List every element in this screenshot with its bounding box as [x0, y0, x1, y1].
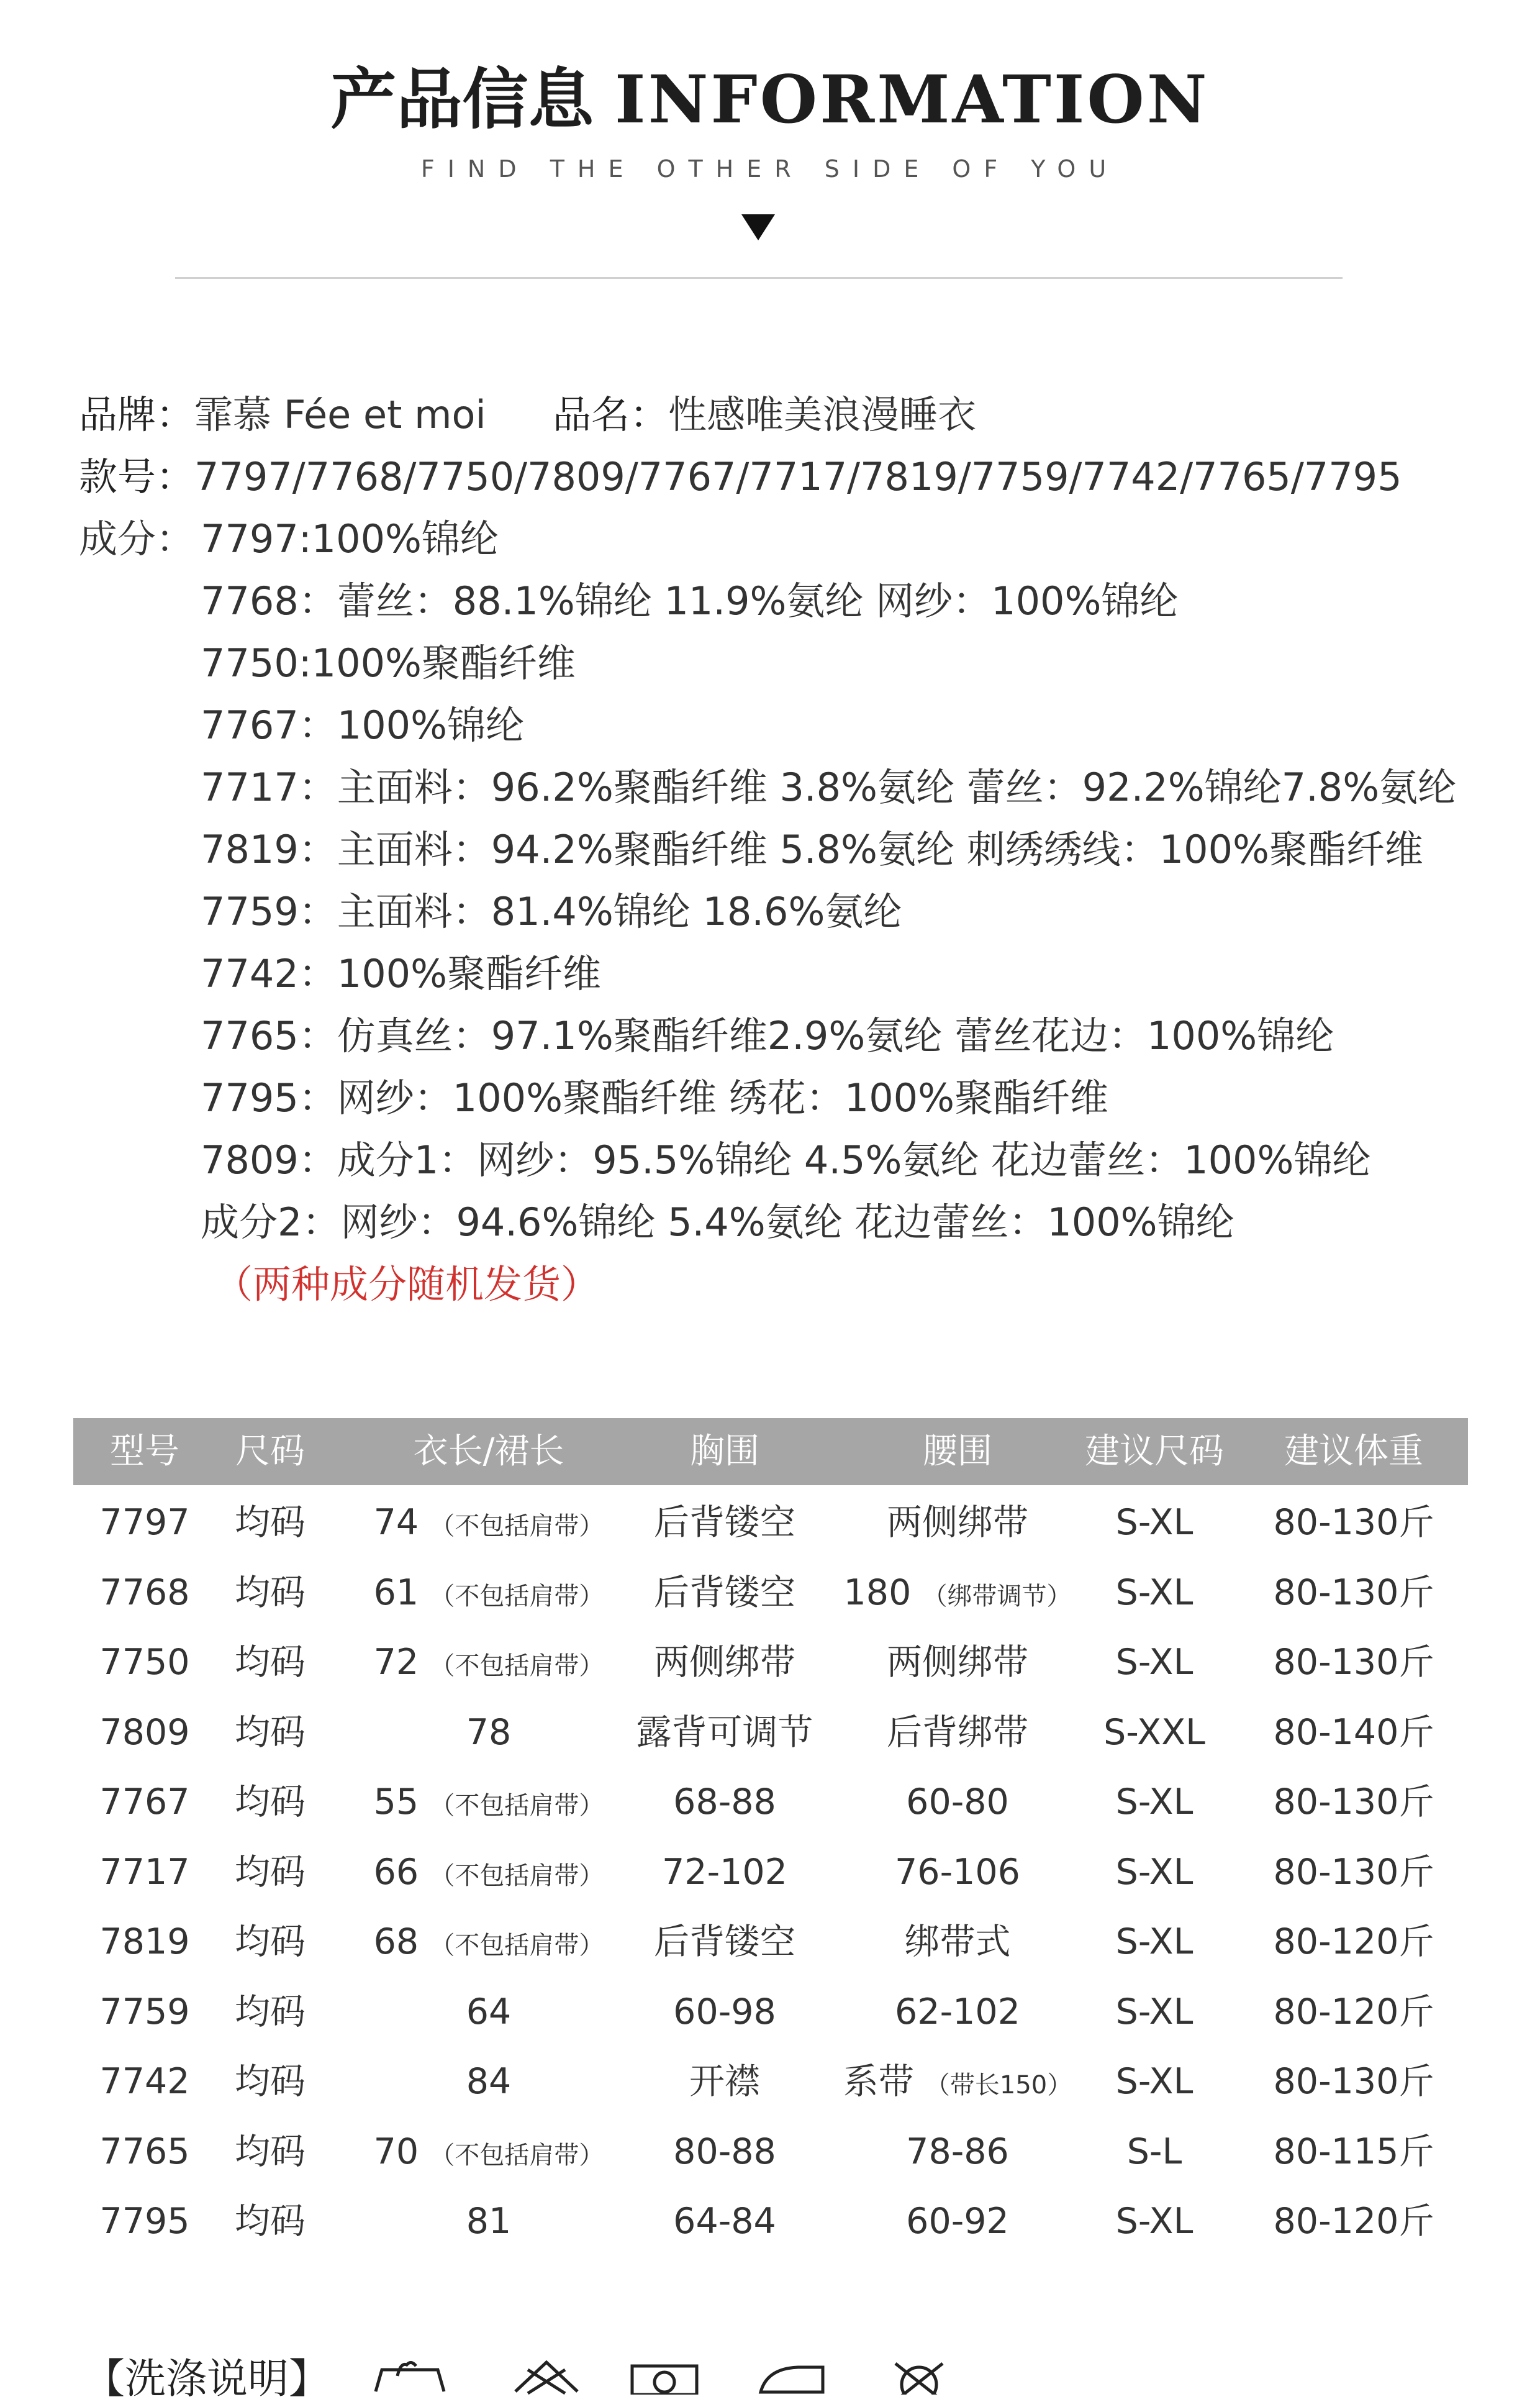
cell-recommended-size: [1127, 2117, 1182, 2186]
page-title: [0, 59, 1540, 140]
cell-recommended-weight-value: 80-120斤: [1273, 1991, 1434, 2032]
cell-waist: [895, 1837, 1020, 1907]
table-row: [73, 2186, 1468, 2256]
cell-recommended-weight-value: 80-115斤: [1273, 2131, 1434, 2172]
cell-model-value: 7750: [99, 1642, 190, 1683]
cell-recommended-size: [1116, 1907, 1194, 1977]
cell-waist: [906, 2186, 1009, 2256]
cell-recommended-weight-value: 80-130斤: [1273, 1781, 1434, 1822]
cell-recommended-size-value: S-XL: [1115, 1642, 1194, 1683]
cell-size-value: 均码: [235, 1781, 306, 1822]
cell-model-value: 7768: [99, 1572, 190, 1613]
cell-recommended-weight-value: 80-130斤: [1273, 2061, 1434, 2102]
cell-recommended-weight: [1274, 2047, 1434, 2116]
cell-model: [99, 1627, 189, 1697]
cell-model: [99, 1977, 189, 2047]
cell-recommended-size-value: S-XL: [1115, 2061, 1194, 2102]
cell-bust-value: 后背镂空: [654, 1572, 795, 1613]
style-number-label: 款号：: [79, 454, 195, 499]
triangle-down-icon: [741, 214, 775, 240]
cell-size: [235, 1907, 306, 1977]
brand-label: 品牌：: [79, 392, 195, 437]
cell-bust-value: 64-84: [673, 2201, 776, 2242]
cell-length-value: 78: [466, 1711, 512, 1753]
cell-model-value: 7809: [99, 1711, 190, 1753]
cell-recommended-size-value: S-XL: [1115, 1991, 1194, 2032]
cell-waist: [844, 1558, 1072, 1627]
cell-model: [99, 2186, 189, 2256]
cell-length-note: （不包括肩带）: [430, 1512, 604, 1540]
cell-model-value: 7765: [99, 2131, 190, 2172]
composition-line: 7759：主面料：81.4%锦纶 18.6%氨纶: [201, 889, 902, 934]
cell-bust: [654, 1907, 795, 1977]
cell-waist: [887, 1627, 1028, 1697]
composition-line: 7768：蕾丝：88.1%锦纶 11.9%氨纶 网纱：100%锦纶: [201, 578, 1179, 624]
cell-length: [374, 1488, 604, 1557]
cell-bust-value: 80-88: [673, 2131, 776, 2172]
cell-recommended-size: [1116, 1488, 1194, 1557]
size-table-header: [73, 1418, 1468, 1485]
brand-row: [79, 384, 976, 446]
cell-bust: [689, 2047, 760, 2116]
cell-length: [374, 1627, 604, 1697]
cell-length: [374, 1907, 604, 1977]
cell-size-value: 均码: [235, 2061, 306, 2102]
cell-waist-note: （带长150）: [925, 2071, 1072, 2100]
cell-model: [99, 2047, 189, 2116]
cell-recommended-weight: [1274, 1627, 1434, 1697]
title-chinese: 产品信息: [330, 61, 594, 138]
cell-recommended-weight-value: 80-120斤: [1273, 1921, 1434, 1962]
cell-length: [466, 2186, 512, 2256]
cell-waist: [905, 1907, 1011, 1977]
cell-length-note: （不包括肩带）: [430, 2141, 604, 2170]
cell-size-value: 均码: [235, 1711, 306, 1753]
cell-size: [235, 1558, 306, 1627]
cell-length-note: （不包括肩带）: [430, 1652, 604, 1680]
cell-bust-value: 露背可调节: [636, 1711, 813, 1753]
cell-recommended-weight-value: 80-120斤: [1273, 2201, 1434, 2242]
composition-line: 7767：100%锦纶: [201, 703, 525, 748]
cell-waist-value: 两侧绑带: [887, 1642, 1028, 1683]
cell-recommended-size-value: S-XL: [1115, 1781, 1194, 1822]
cell-recommended-size: [1116, 1627, 1194, 1697]
cell-waist-value: 系带: [843, 2061, 914, 2102]
composition-line: 7765：仿真丝：97.1%聚酯纤维2.9%氨纶 蕾丝花边：100%锦纶: [201, 1013, 1334, 1058]
cell-waist: [843, 2047, 1072, 2116]
cell-bust: [636, 1698, 813, 1767]
cell-size: [235, 1627, 306, 1697]
composition-line: 7809：成分1：网纱：95.5%锦纶 4.5%氨纶 花边蕾丝：100%锦纶: [201, 1137, 1371, 1183]
iron-icon: [754, 2357, 829, 2395]
hand-wash-icon: [373, 2357, 447, 2395]
cell-waist: [887, 1698, 1028, 1767]
cell-size-value: 均码: [235, 1502, 306, 1543]
cell-model: [99, 1558, 189, 1627]
cell-size: [235, 1837, 306, 1907]
cell-length: [374, 2117, 604, 2186]
style-number-value: 7797/7768/7750/7809/7767/7717/7819/7759/7742/7765/7795: [194, 454, 1402, 499]
tumble-dry-icon: [627, 2357, 702, 2395]
cell-recommended-weight: [1274, 1558, 1434, 1627]
cell-size: [235, 1767, 306, 1837]
cell-bust: [654, 1488, 795, 1557]
cell-recommended-size-value: S-XL: [1115, 1921, 1194, 1962]
cell-recommended-weight: [1274, 1698, 1434, 1767]
cell-model-value: 7819: [99, 1921, 190, 1962]
table-row: [73, 1627, 1468, 1697]
cell-recommended-weight: [1274, 2117, 1434, 2186]
composition-line: 成分2：网纱：94.6%锦纶 5.4%氨纶 花边蕾丝：100%锦纶: [201, 1199, 1234, 1245]
cell-size-value: 均码: [235, 1921, 306, 1962]
cell-recommended-weight: [1274, 1907, 1434, 1977]
composition-line: 7742：100%聚酯纤维: [201, 951, 602, 996]
cell-waist: [906, 2117, 1009, 2186]
cell-model-value: 7797: [99, 1502, 190, 1543]
cell-recommended-size: [1116, 1767, 1194, 1837]
cell-waist-value: 78-86: [906, 2131, 1009, 2172]
table-row: [73, 1488, 1468, 1557]
cell-recommended-size: [1116, 1977, 1194, 2047]
cell-model: [99, 1698, 189, 1767]
cell-recommended-size: [1116, 2186, 1194, 2256]
cell-waist-value: 76-106: [895, 1851, 1020, 1893]
cell-size: [235, 2186, 306, 2256]
cell-model: [99, 1837, 189, 1907]
cell-length-note: （不包括肩带）: [430, 1861, 604, 1890]
cell-size: [235, 2047, 306, 2116]
cell-model-value: 7742: [99, 2061, 190, 2102]
cell-bust: [654, 1558, 795, 1627]
cell-waist-value: 62-102: [895, 1991, 1020, 2032]
cell-waist: [895, 1977, 1020, 2047]
no-bleach-icon: [509, 2357, 584, 2395]
cell-recommended-weight: [1274, 1488, 1434, 1557]
composition-line: 7717：主面料：96.2%聚酯纤维 3.8%氨纶 蕾丝：92.2%锦纶7.8%氨纶: [201, 765, 1457, 810]
cell-model-value: 7795: [99, 2201, 190, 2242]
table-row: [73, 2117, 1468, 2186]
composition-label: 成分：: [79, 516, 195, 562]
cell-length-value: 64: [466, 1991, 512, 2032]
cell-length-value: 61: [373, 1572, 419, 1613]
title-english: INFORMATION: [615, 60, 1210, 138]
cell-waist: [906, 1767, 1009, 1837]
cell-recommended-weight: [1274, 2186, 1434, 2256]
column-header: 型号: [110, 1431, 179, 1472]
care-instructions-title: 【洗涤说明】: [84, 2355, 330, 2403]
cell-length-note: （不包括肩带）: [430, 1791, 604, 1820]
cell-length-value: 81: [466, 2201, 512, 2242]
cell-recommended-size-value: S-XL: [1115, 1572, 1194, 1613]
cell-waist-value: 绑带式: [904, 1921, 1011, 1962]
cell-recommended-size: [1103, 1698, 1205, 1767]
cell-recommended-size-value: S-XXL: [1103, 1711, 1205, 1753]
table-row: [73, 1837, 1468, 1907]
cell-bust-value: 后背镂空: [654, 1921, 795, 1962]
cell-waist-value: 两侧绑带: [887, 1502, 1028, 1543]
cell-recommended-weight: [1274, 1837, 1434, 1907]
cell-waist: [887, 1488, 1028, 1557]
cell-bust-value: 60-98: [673, 1991, 776, 2032]
column-header: 尺码: [235, 1431, 305, 1472]
cell-waist-value: 180: [843, 1572, 912, 1613]
cell-recommended-weight-value: 80-130斤: [1273, 1642, 1434, 1683]
cell-recommended-size-value: S-L: [1126, 2131, 1182, 2172]
table-row: [73, 2047, 1468, 2116]
cell-size-value: 均码: [235, 1851, 306, 1893]
cell-size-value: 均码: [235, 1642, 306, 1683]
column-header: 衣长/裙长: [413, 1431, 564, 1472]
cell-length-value: 55: [373, 1781, 419, 1822]
cell-recommended-weight-value: 80-140斤: [1273, 1711, 1434, 1753]
cell-bust: [673, 1767, 776, 1837]
cell-model: [99, 2117, 189, 2186]
composition-line: 7819：主面料：94.2%聚酯纤维 5.8%氨纶 刺绣绣线：100%聚酯纤维: [201, 827, 1423, 872]
cell-model-value: 7759: [99, 1991, 190, 2032]
cell-size-value: 均码: [235, 2131, 306, 2172]
cell-length-value: 74: [373, 1502, 419, 1543]
cell-bust: [673, 2117, 776, 2186]
cell-bust-value: 开襟: [689, 2061, 760, 2102]
cell-size: [235, 1488, 306, 1557]
cell-model: [99, 1907, 189, 1977]
composition-line: 7797:100%锦纶: [201, 516, 499, 562]
cell-waist-value: 后背绑带: [887, 1711, 1028, 1753]
page-subtitle: FIND THE OTHER SIDE OF YOU: [420, 155, 1120, 183]
cell-recommended-weight: [1274, 1977, 1434, 2047]
cell-size-value: 均码: [235, 1991, 306, 2032]
cell-length: [466, 1977, 512, 2047]
cell-model-value: 7717: [99, 1851, 190, 1893]
cell-bust-value: 后背镂空: [654, 1502, 795, 1543]
cell-waist-note: （绑带调节）: [922, 1581, 1072, 1611]
cell-model: [99, 1488, 189, 1557]
cell-length-value: 72: [373, 1642, 419, 1683]
cell-bust: [673, 2186, 776, 2256]
cell-recommended-size: [1116, 1837, 1194, 1907]
product-name-label: 品名：: [553, 392, 669, 437]
composition-line: 7750:100%聚酯纤维: [201, 640, 576, 686]
cell-length-value: 66: [373, 1851, 419, 1893]
table-row: [73, 1698, 1468, 1767]
cell-bust: [662, 1837, 787, 1907]
cell-bust: [673, 1977, 776, 2047]
divider: [175, 277, 1343, 279]
cell-bust-value: 两侧绑带: [654, 1642, 795, 1683]
cell-recommended-weight-value: 80-130斤: [1273, 1502, 1434, 1543]
cell-length-value: 84: [466, 2061, 512, 2102]
cell-size-value: 均码: [235, 1572, 306, 1613]
table-row: [73, 1767, 1468, 1837]
table-row: [73, 1558, 1468, 1627]
cell-length-value: 70: [373, 2131, 419, 2172]
column-header: 建议尺码: [1085, 1431, 1224, 1472]
cell-recommended-weight: [1274, 1767, 1434, 1837]
cell-length: [466, 2047, 512, 2116]
composition-line: 7795：网纱：100%聚酯纤维 绣花：100%聚酯纤维: [201, 1075, 1108, 1121]
cell-length: [374, 1767, 604, 1837]
product-name-value: 性感唯美浪漫睡衣: [668, 392, 977, 437]
cell-bust-value: 68-88: [673, 1781, 776, 1822]
cell-recommended-weight-value: 80-130斤: [1273, 1851, 1434, 1893]
cell-length: [466, 1698, 512, 1767]
brand-value: 霏慕 Fée et moi: [194, 392, 486, 437]
cell-recommended-size-value: S-XL: [1115, 1851, 1194, 1893]
cell-length: [374, 1558, 604, 1627]
cell-recommended-size-value: S-XL: [1115, 1502, 1194, 1543]
cell-length-value: 68: [373, 1921, 419, 1962]
cell-waist-value: 60-92: [906, 2201, 1009, 2242]
style-number-row: [79, 446, 1402, 508]
shipping-note: （两种成分随机发货）: [214, 1262, 600, 1307]
cell-size-value: 均码: [235, 2201, 306, 2242]
cell-length-note: （不包括肩带）: [430, 1581, 604, 1611]
cell-recommended-size-value: S-XL: [1115, 2201, 1194, 2242]
column-header: 腰围: [923, 1431, 992, 1472]
table-row: [73, 1977, 1468, 2047]
cell-bust-value: 72-102: [662, 1851, 787, 1893]
no-dry-clean-icon: [882, 2357, 956, 2395]
table-row: [73, 1907, 1468, 1977]
cell-size: [235, 1977, 306, 2047]
cell-recommended-size: [1116, 2047, 1194, 2116]
cell-recommended-weight-value: 80-130斤: [1273, 1572, 1434, 1613]
cell-waist-value: 60-80: [906, 1781, 1009, 1822]
cell-bust: [654, 1627, 795, 1697]
cell-size: [235, 1698, 306, 1767]
cell-size: [235, 2117, 306, 2186]
cell-model: [99, 1767, 189, 1837]
column-header: 建议体重: [1284, 1431, 1423, 1472]
cell-model-value: 7767: [99, 1781, 190, 1822]
cell-length: [374, 1837, 604, 1907]
cell-length-note: （不包括肩带）: [430, 1931, 604, 1960]
column-header: 胸围: [690, 1431, 759, 1472]
cell-recommended-size: [1116, 1558, 1194, 1627]
